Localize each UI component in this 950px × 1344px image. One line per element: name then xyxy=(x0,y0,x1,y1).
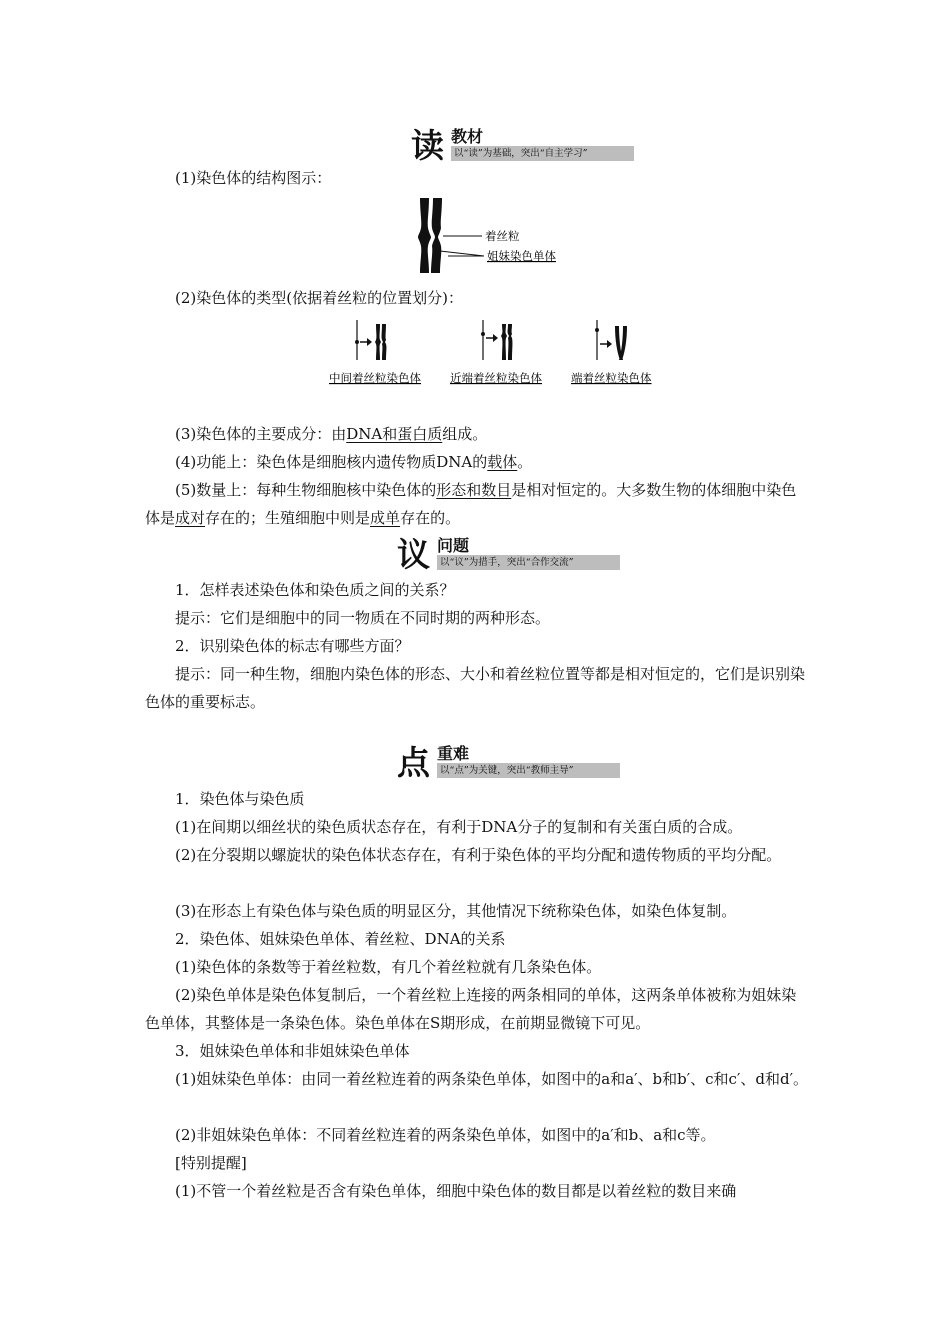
section-banner-point xyxy=(397,744,627,784)
section-banner-discuss xyxy=(397,536,627,576)
point-para-1-1: (1)在间期以细丝状的染色质状态存在，有利于DNA分子的复制和有关蛋白质的合成。 xyxy=(175,818,743,836)
question-1: 1．怎样表述染色体和染色质之间的关系？ xyxy=(175,581,455,599)
special-note-1: (1)不管一个着丝粒是否含有染色单体，细胞中染色体的数目都是以着丝粒的数目来确 xyxy=(175,1182,737,1200)
banner-title: 教材 xyxy=(451,127,484,146)
point-para-2-2: (2)染色单体是染色体复制后，一个着丝粒上连接的两条相同的单体，这两条单体被称为姐妹染色单体，其整体是一条染色体。染色单体在S期形成，在前期显微镜下可见。 xyxy=(145,986,797,1032)
point-para-3-1: (1)姐妹染色单体：由同一着丝粒连着的两条染色单体，如图中的a和a′、b和b′、c和c′、d和d′。 xyxy=(175,1070,808,1088)
point-heading-1: 1．染色体与染色质 xyxy=(175,790,305,808)
point-heading-3: 3．姐妹染色单体和非姐妹染色单体 xyxy=(175,1042,410,1060)
banner-big-char: 议 xyxy=(397,535,430,574)
banner-subtitle: 以“读”为基础，突出“自主学习” xyxy=(451,146,634,161)
chromosome-type-label-3: 端着丝粒染色体 xyxy=(571,371,652,385)
read-item-3: (3)染色体的主要成分：由DNA和蛋白质组成。 xyxy=(175,425,488,443)
chromosome-x-shape xyxy=(418,198,442,273)
banner-big-char: 读 xyxy=(411,126,444,165)
metacentric-chromosome-diagram xyxy=(355,320,386,360)
point-para-2-1: (1)染色体的条数等于着丝粒数，有几个着丝粒就有几条染色体。 xyxy=(175,958,602,976)
read-item-2: (2)染色体的类型(依据着丝粒的位置划分)： xyxy=(175,289,463,307)
question-2: 2．识别染色体的标志有哪些方面？ xyxy=(175,637,410,655)
read-item-4: (4)功能上：染色体是细胞核内遗传物质DNA的载体。 xyxy=(175,453,533,471)
centromere-label: 着丝粒 xyxy=(485,229,520,243)
sister-chromatid-label: 姐妹染色单体 xyxy=(487,249,556,263)
point-para-3-2: (2)非姐妹染色单体：不同着丝粒连着的两条染色单体，如图中的a′和b、a和c等。 xyxy=(175,1126,716,1144)
point-heading-2: 2．染色体、姐妹染色单体、着丝粒、DNA的关系 xyxy=(175,930,506,948)
read-item-5: (5)数量上：每种生物细胞核中染色体的形态和数目是相对恒定的。大多数生物的体细胞中染色体是成对存在的；生殖细胞中则是成单存在的。 xyxy=(145,481,797,527)
chromosome-types-figure xyxy=(325,318,670,390)
banner-subtitle: 以“点”为关键，突出“教师主导” xyxy=(437,763,620,778)
chromosome-type-label-2: 近端着丝粒染色体 xyxy=(450,371,542,385)
answer-2: 提示：同一种生物，细胞内染色体的形态、大小和着丝粒位置等都是相对恒定的，它们是识别染色体的重要标志。 xyxy=(145,665,806,711)
banner-subtitle: 以“议”为措手，突出“合作交流” xyxy=(437,555,620,570)
read-item-1: (1)染色体的结构图示： xyxy=(175,169,332,187)
section-banner-read xyxy=(411,127,641,167)
answer-1: 提示：它们是细胞中的同一物质在不同时期的两种形态。 xyxy=(175,609,551,627)
chromosome-type-label-1: 中间着丝粒染色体 xyxy=(329,371,421,385)
banner-big-char: 点 xyxy=(397,743,430,782)
point-para-1-3: (3)在形态上有染色体与染色质的明显区分，其他情况下统称染色体，如染色体复制。 xyxy=(175,902,737,920)
chromosome-structure-figure xyxy=(410,196,580,276)
banner-title: 重难 xyxy=(437,744,470,763)
telocentric-chromosome-diagram xyxy=(595,320,627,360)
special-note-heading: [特别提醒] xyxy=(175,1154,247,1172)
acrocentric-chromosome-diagram xyxy=(481,320,512,360)
banner-title: 问题 xyxy=(437,536,470,555)
point-para-1-2: (2)在分裂期以螺旋状的染色体状态存在，有利于染色体的平均分配和遗传物质的平均分配。 xyxy=(175,846,782,864)
